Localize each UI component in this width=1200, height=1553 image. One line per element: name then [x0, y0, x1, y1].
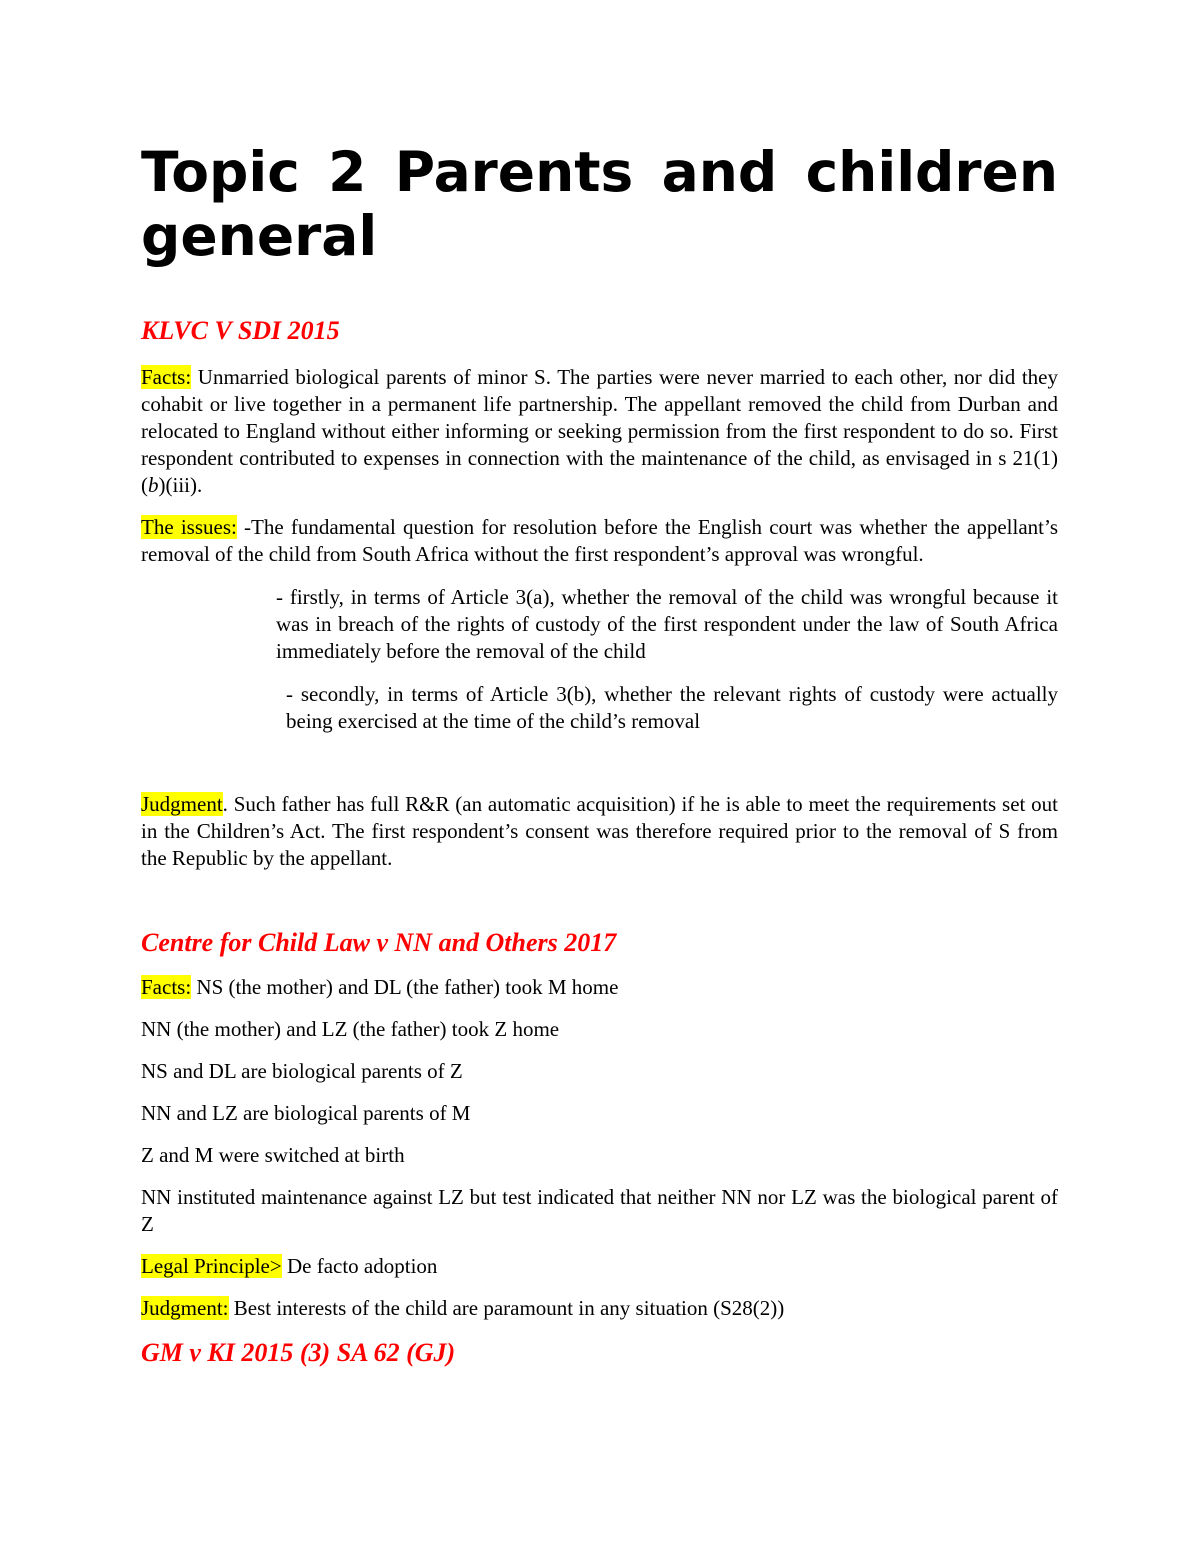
- case2-judgment: [141, 1295, 1058, 1322]
- issue-second-text: - secondly, in terms of Article 3(b), whether the relevant rights of custody were actually being exercised at the time of the child’s removal: [286, 682, 1058, 733]
- facts-end: )(iii).: [158, 473, 203, 497]
- principle-label: Legal Principle>: [141, 1254, 282, 1278]
- case2-line: NN instituted maintenance against LZ but test indicated that neither NN nor LZ was the biological parent of Z: [141, 1185, 1058, 1236]
- case-heading-centre-child-law: Centre for Child Law v NN and Others 2017: [141, 928, 617, 957]
- judgment-label: Judgment:: [141, 1296, 229, 1320]
- case2-line: NS and DL are biological parents of Z: [141, 1059, 463, 1083]
- case2-principle: [141, 1253, 1058, 1280]
- facts-text: Unmarried biological parents of minor S. The parties were never married to each other, nor did they cohabit or live together in a permanent life partnership. The appellant removed the child from Durban and relocated to England without either informing or seeking permission from the first respondent to do so. First respondent contributed to expenses in connection with the maintenance of the child, as envisaged in s 21(1)(: [141, 365, 1058, 497]
- judgment-text: . Such father has full R&R (an automatic acquisition) if he is able to meet the requirements set out in the Children’s Act. The first respondent’s consent was therefore required prior to the removal of S from the Republic by the appellant.: [141, 792, 1058, 870]
- facts-label: Facts:: [141, 365, 192, 389]
- page-title-line2: general: [141, 204, 378, 268]
- case1-judgment: [141, 791, 1058, 872]
- case2-line: NN (the mother) and LZ (the father) took Z home: [141, 1017, 560, 1041]
- case1-issue-first: [141, 584, 1058, 665]
- document-content: [141, 140, 1058, 1368]
- case1-facts: [141, 364, 1058, 499]
- case-heading-klvc: KLVC V SDI 2015: [141, 316, 340, 345]
- page-title-line1: Topic 2 Parents and children: [141, 140, 1058, 204]
- case2-line: Z and M were switched at birth: [141, 1143, 405, 1167]
- issues-text: -The fundamental question for resolution before the English court was whether the appellant’s removal of the child from South Africa without the first respondent’s approval was wrongful.: [141, 515, 1058, 566]
- issues-label: The issues:: [141, 515, 237, 539]
- facts-text: NS (the mother) and DL (the father) took M home: [191, 975, 619, 999]
- case1-issue-second: [141, 681, 1058, 735]
- facts-label: Facts:: [141, 975, 192, 999]
- case-heading-gm-ki: GM v KI 2015 (3) SA 62 (GJ): [141, 1338, 456, 1367]
- judgment-text: Best interests of the child are paramount in any situation (S28(2)): [228, 1296, 785, 1320]
- judgment-label: Judgment: [141, 792, 223, 816]
- case2-line: NN and LZ are biological parents of M: [141, 1101, 471, 1125]
- issue-first-text: - firstly, in terms of Article 3(a), whether the removal of the child was wrongful because it was in breach of the rights of custody of the first respondent under the law of South Africa immediately before the removal of the child: [276, 585, 1058, 663]
- case1-issues: [141, 514, 1058, 568]
- principle-text: De facto adoption: [281, 1254, 438, 1278]
- facts-italic: b: [148, 473, 159, 497]
- case2-facts: [141, 974, 1058, 1001]
